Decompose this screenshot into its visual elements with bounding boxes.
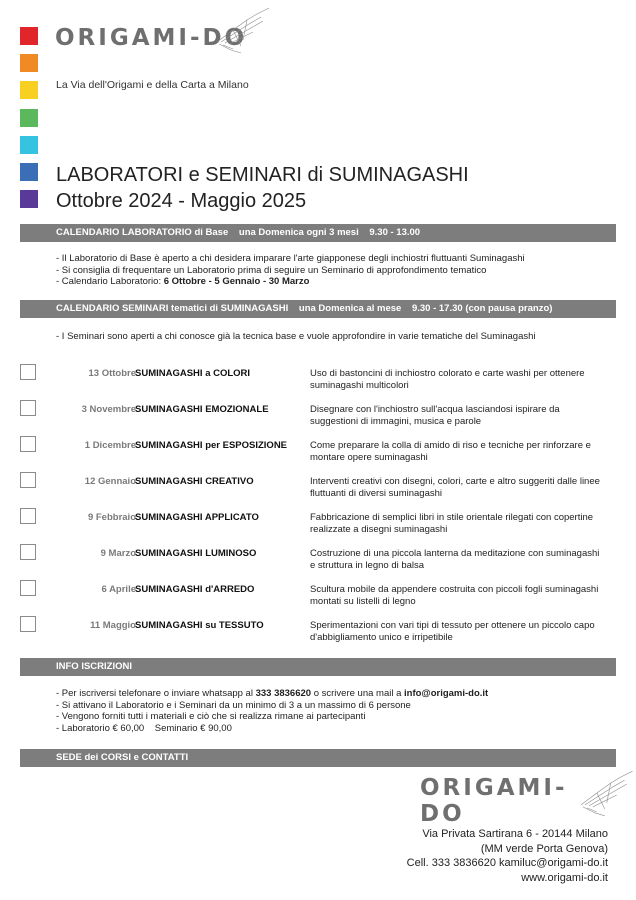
lab-calendar-bar [20,224,616,242]
color-swatch-blue [20,163,38,181]
info-text-line: - Per iscriversi telefonare o inviare whatsapp al 333 3836620 o scrivere una mail a info@origami-do.it [56,688,489,699]
phone-number[interactable]: 333 3836620 [255,688,312,699]
info-bar [20,658,616,676]
seminar-calendar-bar [20,300,616,318]
sede-bar-label: SEDE dei CORSI e CONTATTI [56,752,189,763]
seminar-date: 9 Febbraio [87,512,136,523]
sede-bar [20,749,616,767]
info-text-line: - Si attivano il Laboratorio e i Seminari da un minimo di 3 a un massimo di 6 persone [56,699,411,711]
crane-icon [213,6,273,56]
seminar-bar-frequency: una Domenica al mese [298,303,402,314]
seminar-checkbox[interactable] [20,616,36,632]
brand-tagline: La Via dell'Origami e della Carta a Milano [56,79,249,91]
seminar-checkbox[interactable] [20,544,36,560]
seminar-desc: Fabbricazione di semplici libri in stile orientale rilegati con copertine realizzate a disegni suminagashi [310,512,594,535]
seminar-row [20,472,616,508]
seminar-checkbox[interactable] [20,508,36,524]
seminar-row [20,508,616,544]
color-swatch-cyan [20,136,38,154]
color-swatch-yellow [20,81,38,99]
seminar-bar-label: CALENDARIO SEMINARI tematici di SUMINAGASHI [56,303,289,314]
lab-text-line: - Il Laboratorio di Base è aperto a chi desidera imparare l'arte giapponese degli inchiostri fluttuanti Suminagashi [56,253,525,264]
brand-logo-footer [420,775,636,827]
lab-bar-label: CALENDARIO LABORATORIO di Base [56,227,229,238]
crane-icon [577,769,636,819]
seminar-date: 12 Gennaio [84,476,136,487]
seminar-bar-time: 9.30 - 17.30 (con pausa pranzo) [411,303,553,314]
seminar-checkbox[interactable] [20,472,36,488]
seminar-date: 9 Marzo [100,548,136,559]
seminar-name: SUMINAGASHI EMOZIONALE [135,404,269,415]
lab-text-line: - Si consiglia di frequentare un Laboratorio prima di seguire un Seminario di approfondimento tematico [56,264,487,276]
seminar-row [20,436,616,472]
lab-bar-frequency: una Domenica ogni 3 mesi [238,227,359,238]
seminar-name: SUMINAGASHI su TESSUTO [135,620,264,631]
brand-logo [55,20,273,56]
address: Via Privata Sartirana 6 - 20144 Milano [422,828,608,840]
page-title: LABORATORI e SEMINARI di SUMINAGASHI [56,164,469,186]
email-link[interactable]: info@origami-do.it [404,688,489,699]
seminar-description [56,331,536,343]
info-description [56,688,488,734]
cell-email[interactable]: Cell. 333 3836620 kamiluc@origami-do.it [406,857,608,869]
lab-description [56,253,525,288]
seminar-date: 13 Ottobre [88,368,136,379]
seminar-date: 6 Aprile [101,584,136,595]
info-bar-label: INFO ISCRIZIONI [56,661,132,672]
seminar-row [20,364,616,400]
seminar-desc: Costruzione di una piccola lanterna da meditazione con suminagashi e struttura in legno di balsa [310,548,600,571]
lab-text-line: - Calendario Laboratorio: 6 Ottobre - 5 Gennaio - 30 Marzo [56,276,310,287]
info-text-line: - Vengono forniti tutti i materiali e ciò che si realizza rimane ai partecipanti [56,711,366,722]
seminar-date: 3 Novembre [81,404,136,415]
seminar-checkbox[interactable] [20,436,36,452]
seminar-price: Seminario € 90,00 [154,722,232,734]
seminar-desc: Disegnare con l'inchiostro sull'acqua lasciandosi ispirare da suggestioni di immagini, musica e parole [310,404,560,427]
seminar-name: SUMINAGASHI per ESPOSIZIONE [135,440,288,451]
color-swatch-purple [20,190,38,208]
color-swatch-red [20,27,38,45]
seminar-text-line: - I Seminari sono aperti a chi conosce già la tecnica base e vuole approfondire in varie tematiche del Suminagashi [56,331,536,342]
color-swatch-orange [20,54,38,72]
metro-info: (MM verde Porta Genova) [480,842,608,855]
page-subtitle: Ottobre 2024 - Maggio 2025 [56,190,307,212]
lab-dates: 6 Ottobre - 5 Gennaio - 30 Marzo [163,276,310,287]
seminar-desc: Come preparare la colla di amido di riso e tecniche per rinforzare e montare opere suminagashi [310,440,591,463]
seminar-row [20,400,616,436]
seminar-desc: Interventi creativi con disegni, colori, carte e altro suggeriti dalle linee fluttuanti di diversi suminagashi [310,476,600,499]
seminar-name: SUMINAGASHI CREATIVO [135,476,254,487]
color-swatch-green [20,109,38,127]
seminar-desc: Uso di bastoncini di inchiostro colorato e carte washi per ottenere suminagashi multicolori [310,368,585,391]
seminar-row [20,544,616,580]
brand-logo-text: ORIGAMI-DO [420,775,568,827]
seminar-name: SUMINAGASHI a COLORI [135,368,251,379]
seminar-date: 1 Dicembre [84,440,136,451]
seminar-desc: Sperimentazioni con vari tipi di tessuto per ottenere un piccolo capo d'abbigliamento unico e irripetibile [310,620,595,643]
seminar-checkbox[interactable] [20,364,36,380]
lab-bar-time: 9.30 - 13.00 [369,227,421,238]
lab-price: - Laboratorio € 60,00 [56,722,145,734]
seminar-name: SUMINAGASHI LUMINOSO [135,548,257,559]
seminar-row [20,580,616,616]
seminar-row [20,616,616,652]
brand-logo-text: ORIGAMI-DO [55,25,248,51]
seminar-desc: Scultura mobile da appendere costruita con piccoli fogli suminagashi montati su listelli di legno [310,584,599,607]
seminar-checkbox[interactable] [20,580,36,596]
seminar-name: SUMINAGASHI d'ARREDO [135,584,255,595]
seminar-date: 11 Maggio [90,620,136,631]
website-link[interactable]: www.origami-do.it [521,871,608,884]
contact-info [407,827,608,885]
info-text-line [56,723,488,735]
seminar-checkbox[interactable] [20,400,36,416]
seminar-name: SUMINAGASHI APPLICATO [135,512,259,523]
